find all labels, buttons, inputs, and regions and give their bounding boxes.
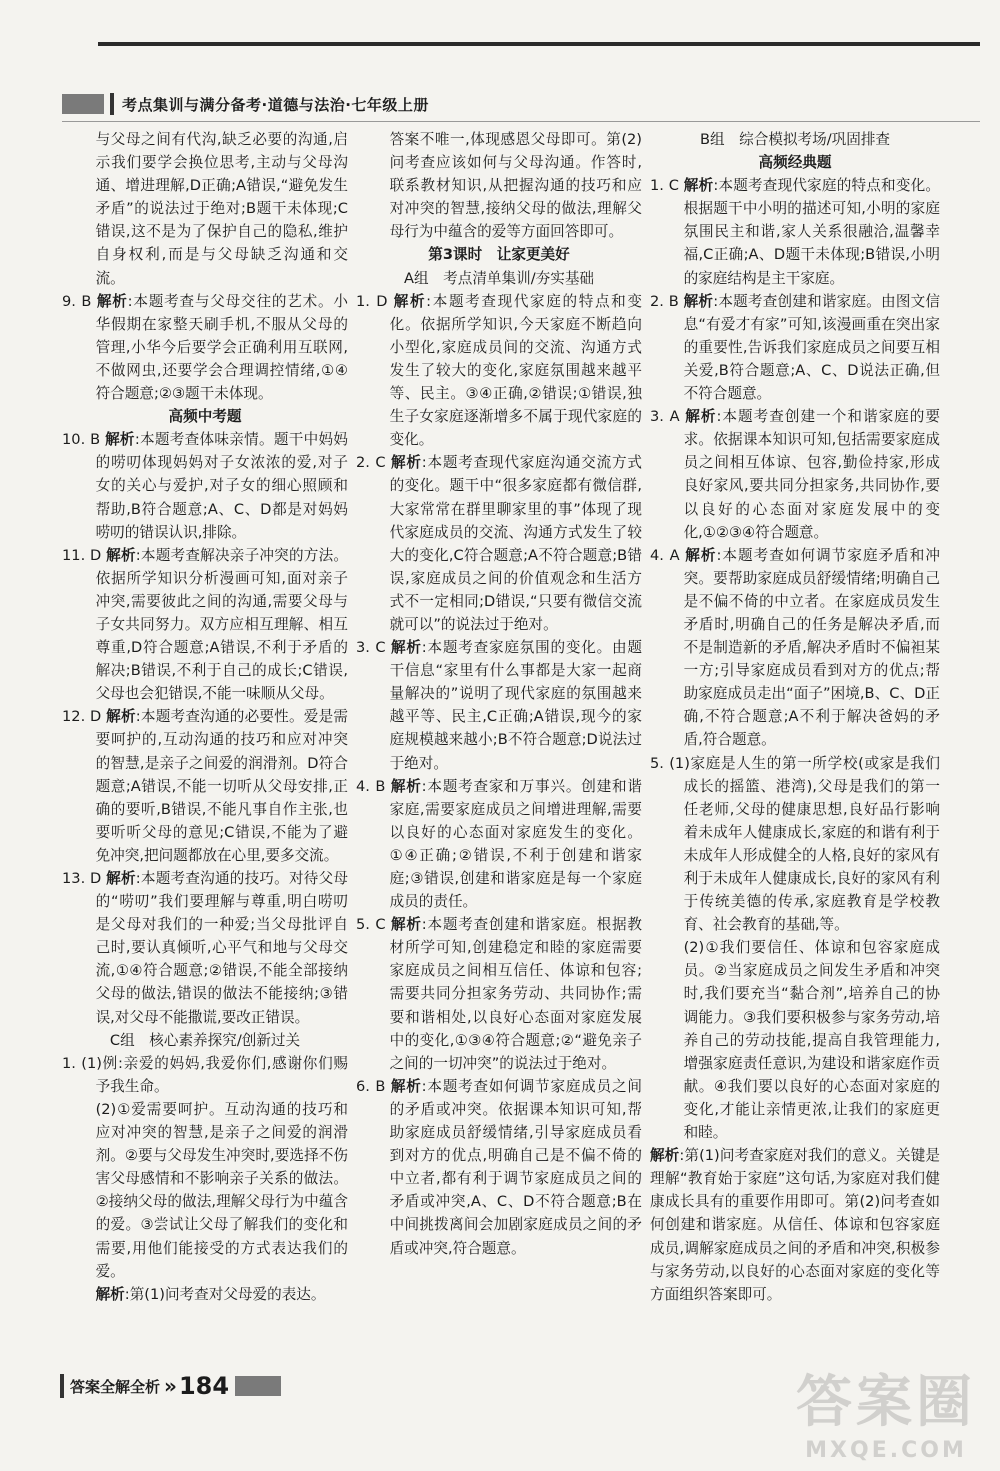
group-heading: B组 综合模拟考场/巩固排查 [699,131,891,148]
answer-text: 答案不唯一,体现感恩父母即可。第(2)问考查应该如何与父母沟通。作答时,联系教材知识,从把握沟通的技巧和应对冲突的智慧,接纳父母的做法,理解父母行为中蕴含的爱等方面回答即可。 [389,131,642,241]
column-right [650,128,940,1306]
answer-item [650,174,940,289]
header-marker-bar [110,93,114,115]
answer-text: :本题考查创建和谐家庭。根据教材所学可知,创建稳定和睦的家庭需要家庭成员之间相互信任、体谅和包容;需要共同分担家务劳动、共同协作;需要和谐相处,以良好心态面对家庭发展中的变化,①③④符合题意;②“避免亲子之间的一切冲突”的说法过于绝对。 [389,916,642,1072]
answer-number: 5. [650,754,664,772]
header-rule [62,121,980,122]
answer-number: 11. D [62,546,102,564]
analysis-label: 解析 [106,546,136,564]
watermark-text: 答案圈 [796,1370,976,1435]
section-heading: 高频经典题 [758,154,832,172]
answer-item [356,451,642,636]
page-header [62,92,429,116]
answer-text: :第(1)问考查对父母爱的表达。 [124,1285,326,1303]
analysis-label: 解析 [106,708,136,726]
analysis-label: 解析 [685,408,717,426]
analysis-label: 解析 [105,431,135,449]
answer-number: 1. [62,1054,76,1072]
answer-item [62,290,348,405]
answer-text: :本题考查如何调节家庭成员之间的矛盾或冲突。依据课本知识可知,帮助家庭成员舒缓情绪,引导家庭成员看到对方的优点,明确自己是不偏不倚的中立者,都有利于调节家庭成员之间的矛盾或冲突,A、C、D不符合题意;B在中间挑拨离间会加剧家庭成员之间的矛盾或冲突,符合题意。 [389,1077,642,1257]
answer-number: 3. C [356,639,386,657]
answer-item [356,775,642,914]
answer-item [62,544,348,706]
answer-item [356,636,642,775]
answer-paragraph [62,1098,348,1283]
double-chevron-icon: » [164,1374,177,1398]
answer-number: 12. D [62,708,102,726]
analysis-label: 解析 [390,1077,422,1095]
answer-text: :本题考查解决亲子冲突的方法。依据所学知识分析漫画可知,面对亲子冲突,需要彼此之间的沟通,需要父母与子女共同努力。双方应相互理解、相互尊重,D符合题意;A错误,不利于矛盾的解决;B错误,不利于自己的成长;C错误,父母也会犯错误,不能一味顺从父母。 [95,546,349,703]
section-heading: 第3课时 让家更美好 [428,246,570,264]
column-left [62,128,348,1306]
top-rule [98,42,980,46]
analysis-label: 解析 [683,292,714,310]
answer-number: 5. C [356,916,386,934]
header-title: 考点集训与满分备考·道德与法治·七年级上册 [122,95,429,114]
answer-text: :本题考查现代家庭的特点和变化。依据所学知识,今天家庭不断趋向小型化,家庭成员间的交流、沟通方式发生了较大的变化,家庭氛围越来越平等、民主。③④正确,②错误;①错误,独生子女家庭逐渐增多不属于现代家庭的变化。 [389,292,642,449]
answer-text: (2)①爱需要呵护。互动沟通的技巧和应对冲突的智慧,是亲子之间爱的润滑剂。②要与父母发生冲突时,要选择不伤害父母感情和不影响亲子关系的做法。②接纳父母的做法,理解父母行为中蕴含的爱。③尝试让父母了解我们的变化和需要,用他们能接受的方式表达我们的爱。 [95,1100,348,1280]
answer-text: :本题考查创建一个和谐家庭的要求。依据课本知识可知,包括需要家庭成员之间相互体谅、包容,勤俭持家,形成良好家风,要共同分担家务,共同协作,要以良好的心态面对家庭发展中的变化,①②③④符合题意。 [683,408,941,541]
page-footer [60,1372,281,1400]
answer-item [62,705,348,867]
answer-number: 3. A [650,408,680,426]
answer-item [650,752,940,937]
answer-text: :本题考查体味亲情。题干中妈妈的唠叨体现妈妈对子女浓浓的爱,对子女的关心与爱护,对子女的细心照顾和帮助,B符合题意;A、C、D都是对妈妈唠叨的错误认识,排除。 [95,431,348,541]
answer-item [650,290,940,405]
header-marker-block [62,94,104,114]
answer-text: (1)例:亲爱的妈妈,我爱你们,感谢你们赐予我生命。 [81,1054,348,1095]
answer-item [62,1052,348,1098]
answer-item [62,867,348,1029]
answer-text: :本题考查沟通的必要性。爱是需要呵护的,互动沟通的技巧和应对冲突的智慧,是亲子之间爱的润滑剂。D符合题意;A错误,不能一切听从父母安排,正确的要听,B错误,不能凡事自作主张,也要听听父母的意见;C错误,不能为了避免冲突,把问题都放在心里,要多交流。 [95,708,349,864]
answer-number: 2. C [356,454,386,472]
footer-marker-bar [60,1374,64,1398]
analysis-label: 解析 [393,292,427,310]
analysis-label: 解析 [685,546,717,564]
answer-paragraph [62,128,348,290]
column-middle [356,128,642,1260]
analysis-label: 解析 [650,1147,680,1165]
answer-item [650,544,940,752]
answer-text: :第(1)问考查家庭对我们的意义。关键是理解“教育始于家庭”这句话,为家庭对我们健康成长具有的重要作用即可。第(2)问考查如何创建和谐家庭。从信任、体谅和包容家庭成员,调解家庭成员之间的矛盾和冲突,积极参与家务劳动,以良好的心态面对家庭的变化等方面组织答案即可。 [650,1147,940,1303]
analysis-label: 解析 [95,1285,125,1303]
answer-number: 6. B [356,1077,386,1095]
footer-label: 答案全解全析 [70,1377,161,1396]
answer-item [62,428,348,543]
analysis-label: 解析 [390,916,422,934]
answer-number: 4. B [356,777,386,795]
answer-number: 1. D [356,292,388,310]
group-heading: C组 核心素养探究/创新过关 [109,1031,301,1049]
answer-number: 10. B [62,431,101,449]
page-number: 184 [178,1372,230,1400]
answer-text: :本题考查家和万事兴。创建和谐家庭,需要家庭成员之间增进理解,需要以良好的心态面对家庭发生的变化。①④正确;②错误,不利于创建和谐家庭;③错误,创建和谐家庭是每一个家庭成员的责任。 [389,777,642,911]
analysis-label: 解析 [390,777,422,795]
answer-item [356,913,642,1075]
answer-number: 9. B [62,292,92,310]
footer-marker-block [235,1376,281,1396]
analysis-label: 解析 [683,177,714,195]
analysis-label: 解析 [390,454,422,472]
answer-item [650,405,940,544]
answer-item [356,1075,642,1260]
answer-text: :本题考查如何调节家庭矛盾和冲突。要帮助家庭成员舒缓情绪;明确自己是不偏不倚的中立者。在家庭成员发生矛盾时,明确自己的任务是解决矛盾,而不是制造新的矛盾,解决矛盾时不偏袒某一方;引导家庭成员看到对方的优点;帮助家庭成员走出“面子”困境,B、C、D正确,不符合题意;A不利于解决爸妈的矛盾,符合题意。 [683,546,941,749]
answer-paragraph [650,1144,940,1306]
answer-item [356,290,642,452]
group-heading: A组 考点清单集训/夯实基础 [403,269,595,287]
section-heading: 高频中考题 [168,408,242,426]
analysis-label: 解析 [96,292,128,310]
answer-number: 13. D [62,870,102,887]
answer-text: :本题考查现代家庭沟通交流方式的变化。题干中“很多家庭都有微信群,大家常常在群里聊家里的事”体现了现代家庭成员的交流、沟通方式发生了较大的变化,C符合题意;A不符合题意;B错误,家庭成员之间的价值观念和生活方式不一定相同;D错误,“只要有微信交流就可以”的说法过于绝对。 [389,454,642,633]
analysis-label: 解析 [106,870,136,887]
answer-text: :本题考查沟通的技巧。对待父母的“唠叨”我们要理解与尊重,明白唠叨是父母对我们的一种爱;当父母批评自己时,要认真倾听,心平气和地与父母交流,①④符合题意;②错误,不能全部接纳父母的做法,错误的做法不能接纳;③错误,对父母不能撒谎,要改正错误。 [95,870,349,1026]
answer-number: 4. A [650,546,680,564]
answer-paragraph [62,1283,348,1306]
watermark-url: MXQE.COM [805,1438,967,1463]
answer-number: 2. B [650,292,679,310]
watermark [796,1358,976,1463]
answer-paragraph [650,936,940,1144]
answer-text: (2)①我们要信任、体谅和包容家庭成员。②当家庭成员之间发生矛盾和冲突时,我们要充当“黏合剂”,培养自己的协调能力。③我们要积极参与家务劳动,培养自己的劳动技能,提高自我管理能力,增强家庭责任意识,为建设和谐家庭作贡献。④我们要以良好的心态面对家庭的变化,才能让亲情更浓,让我们的家庭更和睦。 [683,939,940,1142]
answer-text: (1)家庭是人生的第一所学校(或家是我们成长的摇篮、港湾),父母是我们的第一任老师,父母的健康思想,良好品行影响着未成年人健康成长,家庭的和谐有利于未成年人形成健全的人格,良好的家风有利于未成年人健康成长,良好的家风有利于传统美德的传承,家庭教育是学校教育、社会教育的基础,等。 [669,754,940,934]
answer-text: :本题考查现代家庭的特点和变化。根据题干中小明的描述可知,小明的家庭氛围民主和谐,家人关系很融洽,温馨幸福,C正确;A、D题干未体现;B错误,小明的家庭结构是主干家庭。 [683,177,940,287]
analysis-label: 解析 [390,639,422,657]
answer-paragraph [356,128,642,243]
answer-text: :本题考查与父母交往的艺术。小华假期在家整天刷手机,不服从父母的管理,小华今后要学会正确利用互联网,不做网虫,还要学会合理调控情绪,①④符合题意;②③题干未体现。 [95,292,348,403]
answer-text: :本题考查创建和谐家庭。由图文信息“有爱才有家”可知,该漫画重在突出家的重要性,告诉我们家庭成员之间要互相关爱,B符合题意;A、C、D说法正确,但不符合题意。 [683,292,941,403]
answer-number: 1. C [650,177,679,195]
answer-text: :本题考查家庭氛围的变化。由题干信息“家里有什么事都是大家一起商量解决的”说明了现代家庭的氛围越来越平等、民主,C正确;A错误,现今的家庭规模越来越小;B不符合题意;D说法过于绝对。 [389,639,642,772]
answer-text: 与父母之间有代沟,缺乏必要的沟通,启示我们要学会换位思考,主动与父母沟通、增进理解,D正确;A错误,“避免发生矛盾”的说法过于绝对;B题干未体现;C错误,这不是为了保护自己的隐私,维护自身权利,而是与父母缺乏沟通和交流。 [95,131,348,287]
